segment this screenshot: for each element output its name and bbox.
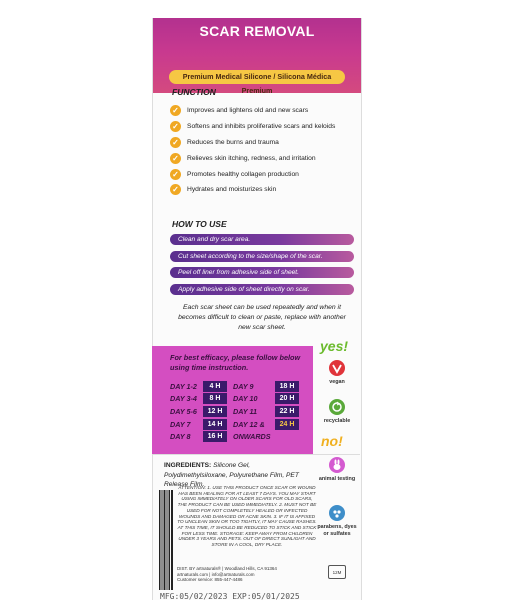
- dosage-row: DAY 1-2 4 H DAY 9 18 H: [170, 380, 299, 393]
- header-band: [153, 18, 361, 93]
- function-item: ✓ Promotes healthy collagen production: [170, 166, 356, 182]
- usage-note: Each scar sheet can be used repeatedly and when it becomes difficult to clean or paste, replace with another new scar sheet.: [178, 304, 346, 331]
- check-icon: ✓: [170, 153, 181, 164]
- barcode-icon: [158, 490, 174, 590]
- check-icon: ✓: [170, 105, 181, 116]
- vegan-label: vegan: [329, 379, 345, 385]
- vegan-icon: [329, 360, 345, 376]
- step-bar: Apply adhesive side of sheet directly on scar.: [170, 284, 354, 295]
- attention-text: ATTENTION: 1. USE THIS PRODUCT ONCE SCAR OR WOUND HAS BEEN HEALING FOR AT LEAST 7 DAYS. YOU MAY START USING IMMEDIATELY ON OLDER SCARS FOR OLD SCARS, THE PRODUCT CAN BE USED IMMEDIATELY. 2. MUST NOT BE USED FOR NOT COMPLETELY HEALED OR INFECTED WOUNDS AND DAMAGED OR ACNE SKIN. 3. IF IT IS AFFIXED TO UNCLEAN SKIN OR TOO TIGHTLY, IT MAY CAUSE RASHES. AT THIS TIME, IT SHOULD BE REDUCED TO STICK AND STICK FOR LESS TIME. STORAGE: KEEP AWAY FROM CHILDREN UNDER 3 YEARS AND PETS. OUT OF DIRECT SUNLIGHT AND STORE IN A COOL, DRY PLACE.: [177, 485, 317, 548]
- dosage-row: DAY 5-6 12 H DAY 11 22 H: [170, 405, 299, 418]
- step-bar: Cut sheet according to the size/shape of the scar.: [170, 251, 354, 262]
- ingredients-text: Silicone Gel, Polydimethylsiloxane, Polyurethane Film, PET Release Film.: [164, 462, 299, 488]
- pao-icon: 12M: [328, 565, 346, 579]
- recycle-icon: [329, 399, 345, 415]
- check-icon: ✓: [170, 184, 181, 195]
- howto-steps: [170, 234, 354, 300]
- rabbit-icon: [329, 457, 345, 473]
- droplets-icon: [329, 505, 345, 521]
- parabens-label: parabens, dyes or sulfates: [317, 524, 357, 537]
- product-title: SCAR REMOVAL: [199, 23, 315, 39]
- ingredients-label: INGREDIENTS:: [164, 462, 212, 469]
- function-item: ✓ Hydrates and moisturizes skin: [170, 182, 356, 198]
- check-icon: ✓: [170, 169, 181, 180]
- function-title: FUNCTION: [172, 87, 216, 97]
- howto-title: HOW TO USE: [172, 219, 227, 229]
- no-heading: no!: [321, 433, 343, 449]
- yes-heading: yes!: [320, 338, 349, 354]
- dosage-row: DAY 3-4 8 H DAY 10 20 H: [170, 393, 299, 406]
- dosage-row: DAY 7 14 H DAY 12 & 24 H: [170, 418, 299, 431]
- recyclable-label: recyclable: [323, 418, 351, 424]
- expiry-date: MFG:05/02/2023 EXP:05/01/2025: [160, 592, 300, 601]
- function-list: [170, 103, 356, 198]
- step-bar: Clean and dry scar area.: [170, 234, 354, 245]
- function-item: ✓ Reduces the burns and trauma: [170, 135, 356, 151]
- dosage-box: [152, 346, 313, 454]
- animal-testing-label: animal testing: [318, 476, 356, 482]
- subtitle-pill: Premium Medical Silicone / Silicona Médica Premium: [169, 70, 345, 84]
- function-item: ✓ Softens and inhibits proliferative scars and keloids: [170, 119, 356, 135]
- dosage-row: DAY 8 16 H ONWARDS: [170, 432, 271, 442]
- divider: [152, 454, 360, 455]
- step-bar: Peel off liner from adhesive side of sheet.: [170, 267, 354, 278]
- check-icon: ✓: [170, 137, 181, 148]
- function-item: ✓ Relieves skin itching, redness, and irritation: [170, 150, 356, 166]
- check-icon: ✓: [170, 121, 181, 132]
- dosage-lead: For best efficacy, please follow below using time instruction.: [170, 353, 301, 372]
- dosage-table: [170, 380, 299, 443]
- function-item: ✓ Improves and lightens old and new scars: [170, 103, 356, 119]
- distributor-info: DIST. BY artnaturals® | Woodland Hills, CA 91364 artnaturals.com | info@artnaturals.com Customer service: 855-447-4486: [177, 566, 277, 583]
